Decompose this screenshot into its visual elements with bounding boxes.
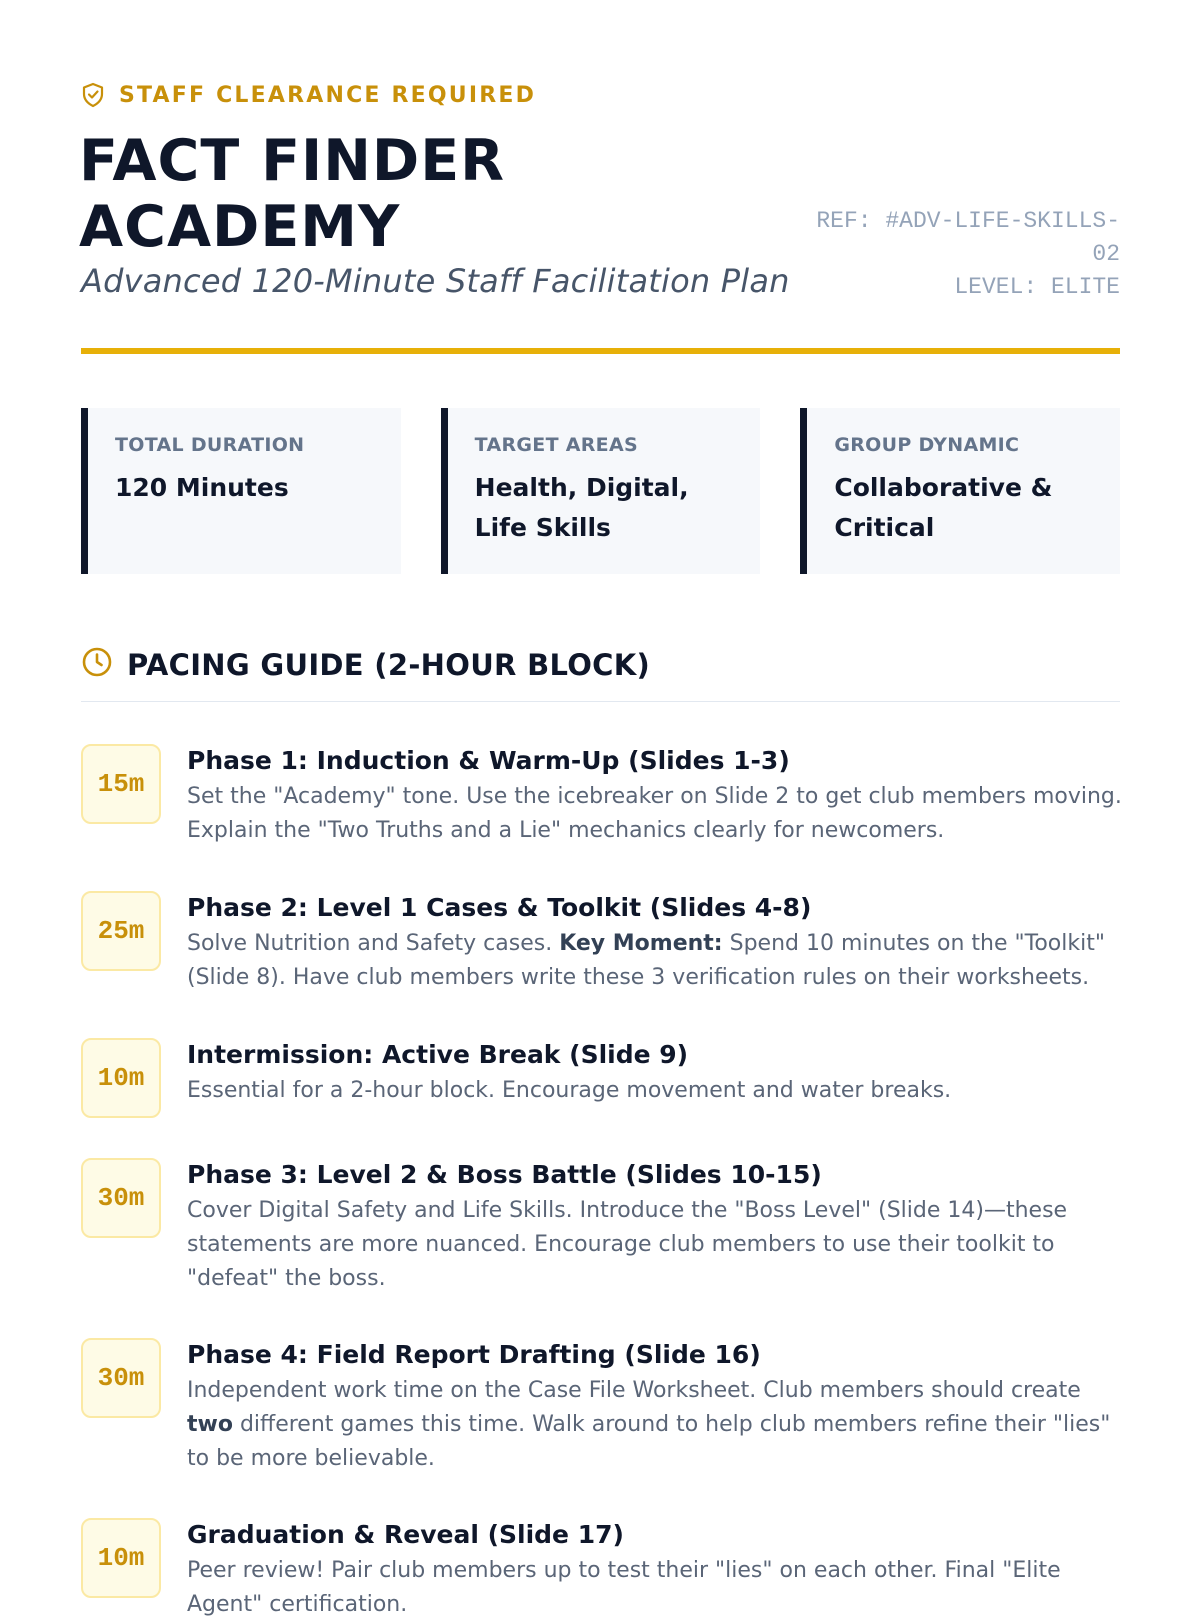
duration-badge: 25m xyxy=(81,891,161,971)
reference-block xyxy=(790,205,1120,304)
title-line-1: FACT FINDER xyxy=(79,128,506,194)
phase-title: Phase 1: Induction & Warm-Up (Slides 1-3) xyxy=(187,746,790,775)
stat-label: TARGET AREAS xyxy=(474,434,638,456)
eyebrow-label: STAFF CLEARANCE REQUIRED xyxy=(119,82,537,108)
phase-title: Phase 3: Level 2 & Boss Battle (Slides 10-15) xyxy=(187,1160,822,1189)
phase-title: Phase 4: Field Report Drafting (Slide 16) xyxy=(187,1340,761,1369)
stat-card-target-areas xyxy=(441,408,761,574)
timeline-item-body xyxy=(187,1518,1122,1622)
timeline-item-body xyxy=(187,891,1122,995)
stat-card-group-dynamic xyxy=(800,408,1120,574)
clock-icon xyxy=(81,646,113,683)
phase-description: Set the "Academy" tone. Use the icebreaker on Slide 2 to get club members moving. Explain the "Two Truths and a Lie" mechanics clearly for newcomers. xyxy=(187,784,1122,843)
duration-badge: 15m xyxy=(81,744,161,824)
page-title xyxy=(79,128,599,260)
level-label: LEVEL: ELITE xyxy=(954,274,1120,300)
phase-description: Solve Nutrition and Safety cases. Key Moment: Spend 10 minutes on the "Toolkit" (Slide 8). Have club members write these 3 verification rules on their worksheets. xyxy=(187,931,1105,990)
phase-title: Graduation & Reveal (Slide 17) xyxy=(187,1520,624,1549)
phase-description: Independent work time on the Case File Worksheet. Club members should create two different games this time. Walk around to help club members refine their "lies" to be more believable. xyxy=(187,1378,1111,1471)
clearance-eyebrow xyxy=(81,82,536,108)
title-line-2: ACADEMY xyxy=(79,194,401,260)
duration-badge: 10m xyxy=(81,1518,161,1598)
page-subtitle: Advanced 120-Minute Staff Facilitation Plan xyxy=(81,262,790,300)
section-divider xyxy=(81,701,1120,702)
section-title: PACING GUIDE (2-HOUR BLOCK) xyxy=(127,647,651,682)
duration-badge: 30m xyxy=(81,1158,161,1238)
phase-title: Phase 2: Level 1 Cases & Toolkit (Slides 4-8) xyxy=(187,893,812,922)
stat-value: Health, Digital, Life Skills xyxy=(474,473,689,542)
phase-description: Cover Digital Safety and Life Skills. Introduce the "Boss Level" (Slide 14)—these statements are more nuanced. Encourage club members to use their toolkit to "defeat" the boss. xyxy=(187,1198,1068,1291)
stat-label: TOTAL DURATION xyxy=(115,434,305,456)
phase-title: Intermission: Active Break (Slide 9) xyxy=(187,1040,689,1069)
timeline-item-body xyxy=(187,1338,1122,1476)
pacing-section-header xyxy=(81,646,650,683)
phase-description: Peer review! Pair club members up to test their "lies" on each other. Final "Elite Agent" certification. xyxy=(187,1558,1061,1617)
reference-code: REF: #ADV-LIFE-SKILLS-02 xyxy=(816,208,1120,267)
phase-description: Essential for a 2-hour block. Encourage movement and water breaks. xyxy=(187,1078,952,1103)
stat-label: GROUP DYNAMIC xyxy=(834,434,1020,456)
stat-card-duration xyxy=(81,408,401,574)
stat-value: 120 Minutes xyxy=(115,473,289,502)
stats-row xyxy=(81,408,1120,574)
stat-value: Collaborative & Critical xyxy=(834,473,1053,542)
header-divider xyxy=(81,348,1120,354)
timeline-item-body xyxy=(187,1158,1122,1296)
duration-badge: 10m xyxy=(81,1038,161,1118)
emphasis-two: two xyxy=(187,1412,233,1437)
timeline-item-body xyxy=(187,1038,1122,1108)
duration-badge: 30m xyxy=(81,1338,161,1418)
shield-check-icon xyxy=(81,82,105,108)
timeline-item-body xyxy=(187,744,1122,848)
key-moment-emphasis: Key Moment: xyxy=(559,931,723,956)
